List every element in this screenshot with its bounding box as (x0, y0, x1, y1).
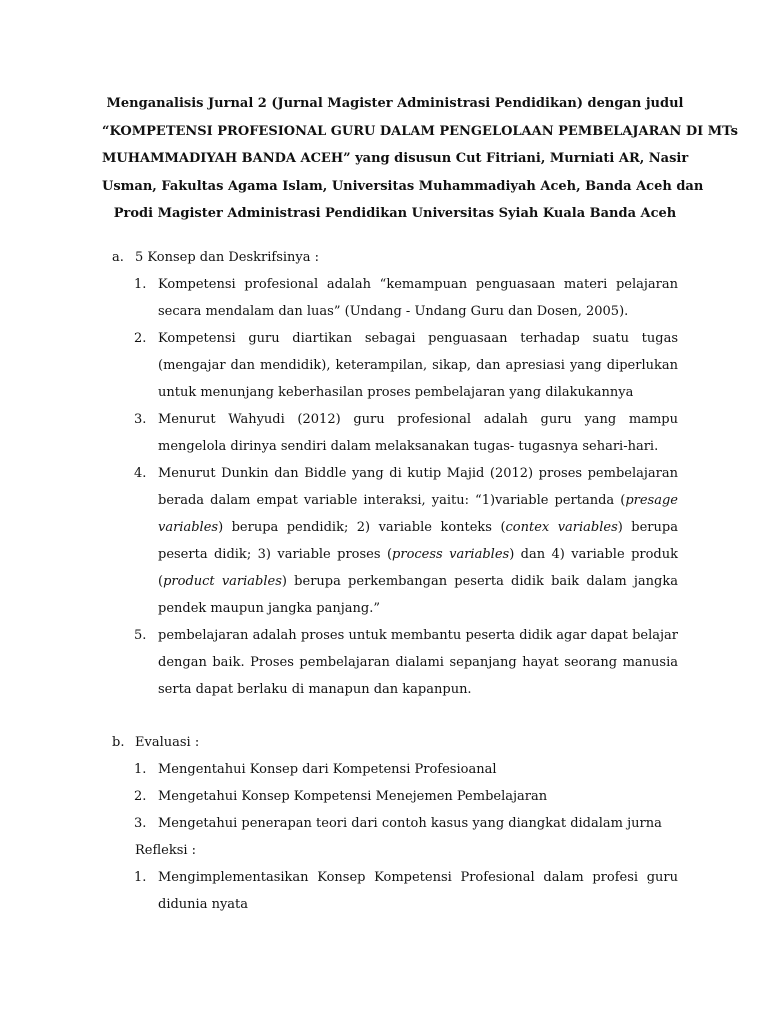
item-number: 5. (134, 627, 147, 643)
title-line: “KOMPETENSI PROFESIONAL GURU DALAM PENGELOLAAN PEMBELAJARAN DI MTs (102, 123, 738, 139)
section-heading (110, 244, 678, 271)
refleksi-heading: Refleksi : (135, 842, 197, 858)
list-item (134, 810, 678, 837)
concept-list (110, 271, 678, 703)
item-number: 1. (134, 276, 147, 292)
item-text-part: Menurut Dunkin dan Biddle yang di kutip Majid (2012) proses pembelajaran berada dalam empat variable interaksi, yaitu: “1)variable pertanda ( (158, 465, 678, 508)
item-number: 3. (134, 411, 147, 427)
item-number: 4. (134, 465, 147, 481)
item-number: 2. (134, 788, 147, 804)
title-line: Usman, Fakultas Agama Islam, Universitas Muhammadiyah Aceh, Banda Aceh dan (102, 178, 704, 194)
item-text-part: ) berupa pendidik; 2) variable konteks ( (218, 519, 506, 535)
title-line: Prodi Magister Administrasi Pendidikan Universitas Syiah Kuala Banda Aceh (113, 206, 677, 221)
section-heading (110, 729, 678, 756)
item-text: Kompetensi profesional adalah “kemampuan penguasaan materi pelajaran secara mendalam dan luas” (Undang - Undang Guru dan Dosen, 2005). (158, 276, 678, 319)
section-letter: b. (112, 734, 125, 750)
item-number: 3. (134, 815, 147, 831)
list-item (134, 864, 678, 918)
item-text: Menurut Wahyudi (2012) guru profesional adalah guru yang mampu mengelola dirinya sendiri dalam melaksanakan tugas- tugasnya sehari-hari. (158, 411, 678, 454)
item-text: Mengentahui Konsep dari Kompetensi Profesioanal (158, 761, 497, 777)
list-item (134, 271, 678, 325)
item-number: 1. (134, 869, 147, 885)
list-item (134, 756, 678, 783)
item-italic-term: product variables (163, 573, 282, 589)
item-italic-term: process variables (392, 546, 510, 562)
section-heading-text: Evaluasi : (135, 734, 200, 750)
item-text-part: ) berupa perkembangan peserta didik baik dalam jangka pendek maupun jangka panjang.” (158, 573, 678, 616)
list-item (134, 622, 678, 703)
item-text-part: ) dan 4) variable produk ( (158, 546, 679, 589)
evaluation-list (110, 756, 678, 837)
list-item (134, 783, 678, 810)
item-number: 1. (134, 761, 147, 777)
item-italic-term: presage variables (158, 492, 678, 535)
list-item (134, 325, 678, 406)
list-item (134, 460, 679, 622)
item-text: pembelajaran adalah proses untuk membantu peserta didik agar dapat belajar dengan baik. Proses pembelajaran dialami sepanjang hayat seorang manusia serta dapat berlaku di manapun dan kapanpun. (158, 627, 678, 697)
section-heading-text: 5 Konsep dan Deskrifsinya : (135, 249, 320, 265)
item-text: Kompetensi guru diartikan sebagai penguasaan terhadap suatu tugas (mengajar dan mendidik), keterampilan, sikap, dan apresiasi yang diperlukan untuk menunjang keberhasilan proses pembelajaran yang dilakukannya (158, 330, 678, 400)
item-italic-term: contex variables (505, 519, 618, 535)
item-text-part: ) berupa peserta didik; 3) variable proses ( (158, 519, 678, 562)
title-line: MUHAMMADIYAH BANDA ACEH” yang disusun Cut Fitriani, Murniati AR, Nasir (102, 151, 689, 166)
section-letter: a. (112, 249, 124, 265)
document-title (102, 90, 738, 228)
title-line: Menganalisis Jurnal 2 (Jurnal Magister Administrasi Pendidikan) dengan judul (106, 96, 684, 111)
item-text: Mengimplementasikan Konsep Kompetensi Profesional dalam profesi guru didunia nyata (158, 869, 678, 912)
item-number: 2. (134, 330, 147, 346)
refleksi-list (110, 864, 678, 918)
section-evaluation (110, 729, 678, 918)
section-concepts (110, 244, 678, 703)
list-item (134, 406, 678, 460)
item-text: Mengetahui penerapan teori dari contoh kasus yang diangkat didalam jurna (158, 815, 662, 831)
item-text: Mengetahui Konsep Kompetensi Menejemen Pembelajaran (158, 788, 548, 804)
